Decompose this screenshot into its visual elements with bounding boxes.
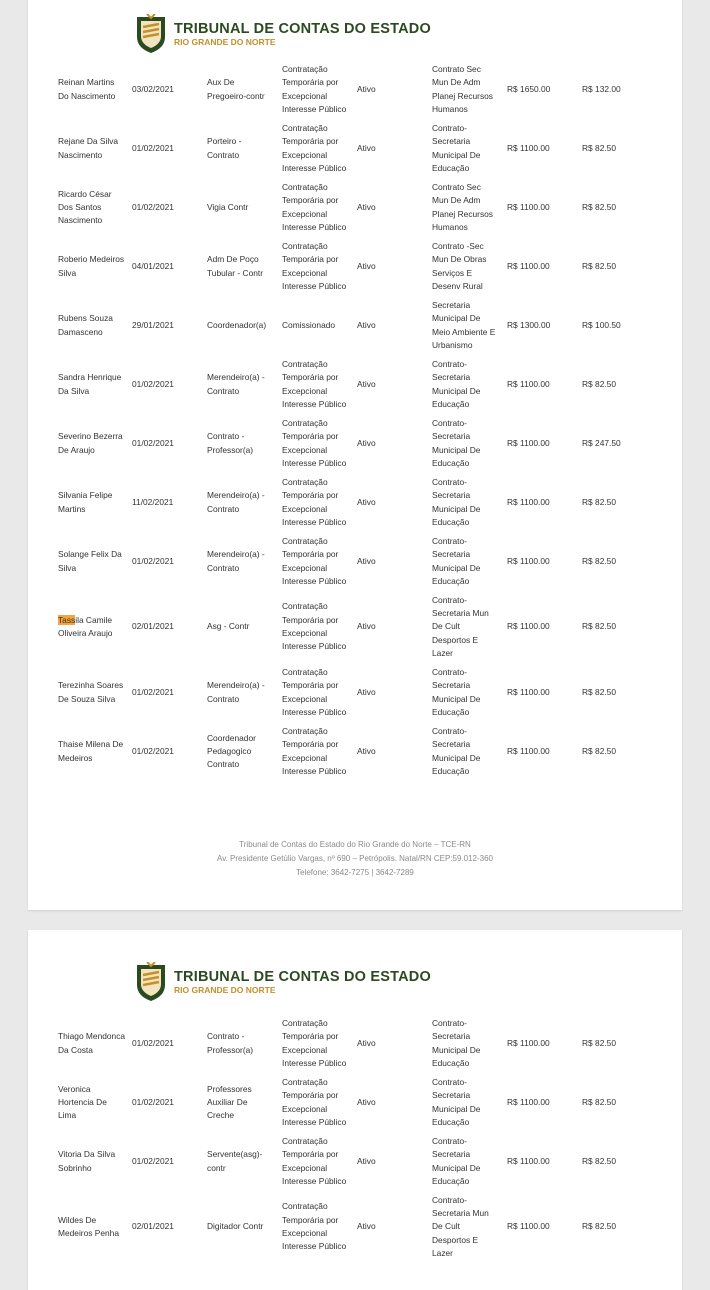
- table-row: [28, 1014, 682, 1073]
- contract-type: Contratação Temporária por Excepcional Interesse Público: [282, 63, 347, 114]
- table-row: [28, 663, 682, 722]
- employee-name-rest: ila Camile Oliveira Araujo: [58, 614, 113, 638]
- employee-status: Ativo: [357, 437, 376, 448]
- employee-status: Ativo: [357, 1221, 376, 1232]
- job-role: Contrato - Professor(a): [207, 1031, 254, 1055]
- job-role: Digitador Contr: [207, 1221, 264, 1232]
- table-row: [28, 1132, 682, 1191]
- department: Contrato Sec Mun De Adm Planej Recursos Humanos: [432, 181, 493, 232]
- page-footer: [28, 838, 682, 880]
- employee-name: Wildes De Medeiros Penha: [58, 1214, 119, 1238]
- employee-name: Ricardo César Dos Santos Nascimento: [58, 188, 112, 226]
- employee-status: Ativo: [357, 378, 376, 389]
- salary: R$ 1650.00: [507, 83, 551, 94]
- table-row: [28, 722, 682, 781]
- department: Contrato Sec Mun De Adm Planej Recursos Humanos: [432, 63, 493, 114]
- employee-name: Roberio Medeiros Silva: [58, 254, 125, 278]
- salary: R$ 1100.00: [507, 1221, 550, 1232]
- admission-date: 01/02/2021: [132, 201, 174, 212]
- department: Contrato- Secretaria Municipal De Educação: [432, 725, 481, 776]
- footer-phone: Telefone: 3642-7275 | 3642-7289: [296, 868, 414, 877]
- employee-name: Solange Felix Da Silva: [58, 549, 122, 573]
- job-role: Servente(asg)- contr: [207, 1149, 263, 1173]
- salary: R$ 1100.00: [507, 686, 550, 697]
- department: Contrato- Secretaria Mun De Cult Desportos E Lazer: [432, 1194, 489, 1258]
- employee-name: Silvania Felipe Martins: [58, 490, 113, 514]
- employee-name: Terezinha Soares De Souza Silva: [58, 680, 124, 704]
- tce-logo: [136, 962, 431, 1002]
- admission-date: 11/02/2021: [132, 496, 174, 507]
- employee-status: Ativo: [357, 1037, 376, 1048]
- salary: R$ 1100.00: [507, 1037, 550, 1048]
- search-highlight: Tass: [58, 614, 76, 625]
- gratification: R$ 82.50: [582, 378, 616, 389]
- admission-date: 01/02/2021: [132, 378, 174, 389]
- admission-date: 01/02/2021: [132, 686, 174, 697]
- employee-name: Reinan Martins Do Nascimento: [58, 77, 116, 101]
- table-row: [28, 119, 682, 178]
- contract-type: Contratação Temporária por Excepcional Interesse Público: [282, 240, 347, 291]
- gratification: R$ 82.50: [582, 686, 616, 697]
- employee-status: Ativo: [357, 496, 376, 507]
- employee-name: Rejane Da Silva Nascimento: [58, 136, 119, 160]
- admission-date: 01/02/2021: [132, 437, 174, 448]
- gratification: R$ 82.50: [582, 142, 616, 153]
- contract-type: Contratação Temporária por Excepcional Interesse Público: [282, 1076, 347, 1127]
- job-role: Merendeiro(a) - Contrato: [207, 372, 265, 396]
- department: Contrato- Secretaria Municipal De Educação: [432, 1076, 481, 1127]
- gratification: R$ 82.50: [582, 621, 616, 632]
- shield-logo-icon: [136, 962, 166, 1002]
- salary: R$ 1100.00: [507, 201, 550, 212]
- table-row: [28, 414, 682, 473]
- employee-name: Veronica Hortencia De Lima: [58, 1083, 107, 1121]
- employee-status: Ativo: [357, 83, 376, 94]
- salary: R$ 1100.00: [507, 260, 550, 271]
- contract-type: Contratação Temporária por Excepcional Interesse Público: [282, 1201, 347, 1252]
- logo-title: TRIBUNAL DE CONTAS DO ESTADO: [174, 969, 431, 985]
- contract-type: Comissionado: [282, 319, 336, 330]
- table-row: [28, 237, 682, 296]
- table-row: [28, 355, 682, 414]
- employee-status: Ativo: [357, 686, 376, 697]
- job-role: Coordenador Pedagogico Contrato: [207, 732, 256, 770]
- table-row: [28, 591, 682, 663]
- job-role: Contrato - Professor(a): [207, 431, 254, 455]
- employee-status: Ativo: [357, 1096, 376, 1107]
- table-row: [28, 60, 682, 119]
- admission-date: 01/02/2021: [132, 745, 174, 756]
- employee-name: Severino Bezerra De Araujo: [58, 431, 123, 455]
- footer-address: Av. Presidente Getúlio Vargas, nº 690 – Petrópolis. Natal/RN CEP:59.012-360: [217, 854, 493, 863]
- department: Contrato- Secretaria Municipal De Educação: [432, 417, 481, 468]
- gratification: R$ 247.50: [582, 437, 621, 448]
- department: Contrato- Secretaria Municipal De Educação: [432, 666, 481, 717]
- employee-status: Ativo: [357, 260, 376, 271]
- department: Contrato- Secretaria Municipal De Educação: [432, 1017, 481, 1068]
- salary: R$ 1100.00: [507, 437, 550, 448]
- salary: R$ 1100.00: [507, 1155, 550, 1166]
- table-row: [28, 473, 682, 532]
- job-role: Coordenador(a): [207, 319, 267, 330]
- department: Contrato- Secretaria Municipal De Educação: [432, 1135, 481, 1186]
- admission-date: 01/02/2021: [132, 1037, 174, 1048]
- employee-status: Ativo: [357, 1155, 376, 1166]
- contract-type: Contratação Temporária por Excepcional Interesse Público: [282, 535, 347, 586]
- salary: R$ 1100.00: [507, 142, 550, 153]
- admission-date: 01/02/2021: [132, 142, 174, 153]
- contract-type: Contratação Temporária por Excepcional Interesse Público: [282, 476, 347, 527]
- gratification: R$ 132.00: [582, 83, 621, 94]
- salary: R$ 1100.00: [507, 378, 550, 389]
- employee-status: Ativo: [357, 142, 376, 153]
- logo-title: TRIBUNAL DE CONTAS DO ESTADO: [174, 21, 431, 37]
- salary: R$ 1300.00: [507, 319, 551, 330]
- job-role: Porteiro - Contrato: [207, 136, 242, 160]
- gratification: R$ 82.50: [582, 201, 616, 212]
- contract-type: Contratação Temporária por Excepcional Interesse Público: [282, 1017, 347, 1068]
- admission-date: 02/01/2021: [132, 1221, 174, 1232]
- salary: R$ 1100.00: [507, 555, 550, 566]
- gratification: R$ 82.50: [582, 1037, 616, 1048]
- admission-date: 01/02/2021: [132, 1096, 174, 1107]
- table-row: [28, 296, 682, 355]
- gratification: R$ 82.50: [582, 1096, 616, 1107]
- admission-date: 04/01/2021: [132, 260, 174, 271]
- gratification: R$ 82.50: [582, 1221, 616, 1232]
- employee-name: [58, 591, 130, 663]
- contract-type: Contratação Temporária por Excepcional Interesse Público: [282, 601, 347, 652]
- contract-type: Contratação Temporária por Excepcional Interesse Público: [282, 725, 347, 776]
- contract-type: Contratação Temporária por Excepcional Interesse Público: [282, 122, 347, 173]
- salary: R$ 1100.00: [507, 621, 550, 632]
- job-role: Professores Auxiliar De Creche: [207, 1083, 252, 1121]
- gratification: R$ 82.50: [582, 260, 616, 271]
- employee-name: Thiago Mendonca Da Costa: [58, 1031, 126, 1055]
- contract-type: Contratação Temporária por Excepcional Interesse Público: [282, 666, 347, 717]
- department: Contrato- Secretaria Municipal De Educação: [432, 535, 481, 586]
- job-role: Merendeiro(a) - Contrato: [207, 490, 265, 514]
- salary: R$ 1100.00: [507, 1096, 550, 1107]
- logo-subtitle: RIO GRANDE DO NORTE: [174, 37, 276, 47]
- document-page-2: [28, 930, 682, 1290]
- department: Contrato -Sec Mun De Obras Serviços E Desenv Rural: [432, 240, 487, 291]
- job-role: Vigia Contr: [207, 201, 249, 212]
- employee-name: Thaise Milena De Medeiros: [58, 739, 124, 763]
- employee-name: Vitoria Da Silva Sobrinho: [58, 1149, 116, 1173]
- employee-name: Sandra Henrique Da Silva: [58, 372, 122, 396]
- department: Contrato- Secretaria Mun De Cult Desportos E Lazer: [432, 594, 489, 658]
- document-page-1: [28, 0, 682, 910]
- contract-type: Contratação Temporária por Excepcional Interesse Público: [282, 181, 347, 232]
- table-row: [28, 532, 682, 591]
- employee-status: Ativo: [357, 621, 376, 632]
- table-row: [28, 1191, 682, 1263]
- job-role: Merendeiro(a) - Contrato: [207, 680, 265, 704]
- logo-subtitle: RIO GRANDE DO NORTE: [174, 985, 276, 995]
- salary: R$ 1100.00: [507, 745, 550, 756]
- job-role: Adm De Poço Tubular - Contr: [207, 254, 264, 278]
- employee-name: Rubens Souza Damasceno: [58, 313, 113, 337]
- employee-status: Ativo: [357, 319, 376, 330]
- contract-type: Contratação Temporária por Excepcional Interesse Público: [282, 417, 347, 468]
- contract-type: Contratação Temporária por Excepcional Interesse Público: [282, 358, 347, 409]
- gratification: R$ 82.50: [582, 1155, 616, 1166]
- department: Secretaria Municipal De Meio Ambiente E Urbanismo: [432, 299, 496, 350]
- shield-logo-icon: [136, 14, 166, 54]
- job-role: Aux De Pregoeiro-contr: [207, 77, 265, 101]
- admission-date: 02/01/2021: [132, 621, 174, 632]
- admission-date: 29/01/2021: [132, 319, 174, 330]
- admission-date: 03/02/2021: [132, 83, 174, 94]
- table-row: [28, 1073, 682, 1132]
- gratification: R$ 82.50: [582, 555, 616, 566]
- department: Contrato- Secretaria Municipal De Educação: [432, 122, 481, 173]
- gratification: R$ 82.50: [582, 745, 616, 756]
- employee-status: Ativo: [357, 745, 376, 756]
- department: Contrato- Secretaria Municipal De Educação: [432, 476, 481, 527]
- employee-status: Ativo: [357, 555, 376, 566]
- employee-status: Ativo: [357, 201, 376, 212]
- gratification: R$ 82.50: [582, 496, 616, 507]
- gratification: R$ 100.50: [582, 319, 621, 330]
- admission-date: 01/02/2021: [132, 555, 174, 566]
- department: Contrato- Secretaria Municipal De Educação: [432, 358, 481, 409]
- admission-date: 01/02/2021: [132, 1155, 174, 1166]
- tce-logo: [136, 14, 431, 54]
- salary: R$ 1100.00: [507, 496, 550, 507]
- contract-type: Contratação Temporária por Excepcional Interesse Público: [282, 1135, 347, 1186]
- job-role: Merendeiro(a) - Contrato: [207, 549, 265, 573]
- job-role: Asg - Contr: [207, 621, 250, 632]
- footer-institution: Tribunal de Contas do Estado do Rio Grande do Norte – TCE-RN: [239, 840, 471, 849]
- table-row: [28, 178, 682, 237]
